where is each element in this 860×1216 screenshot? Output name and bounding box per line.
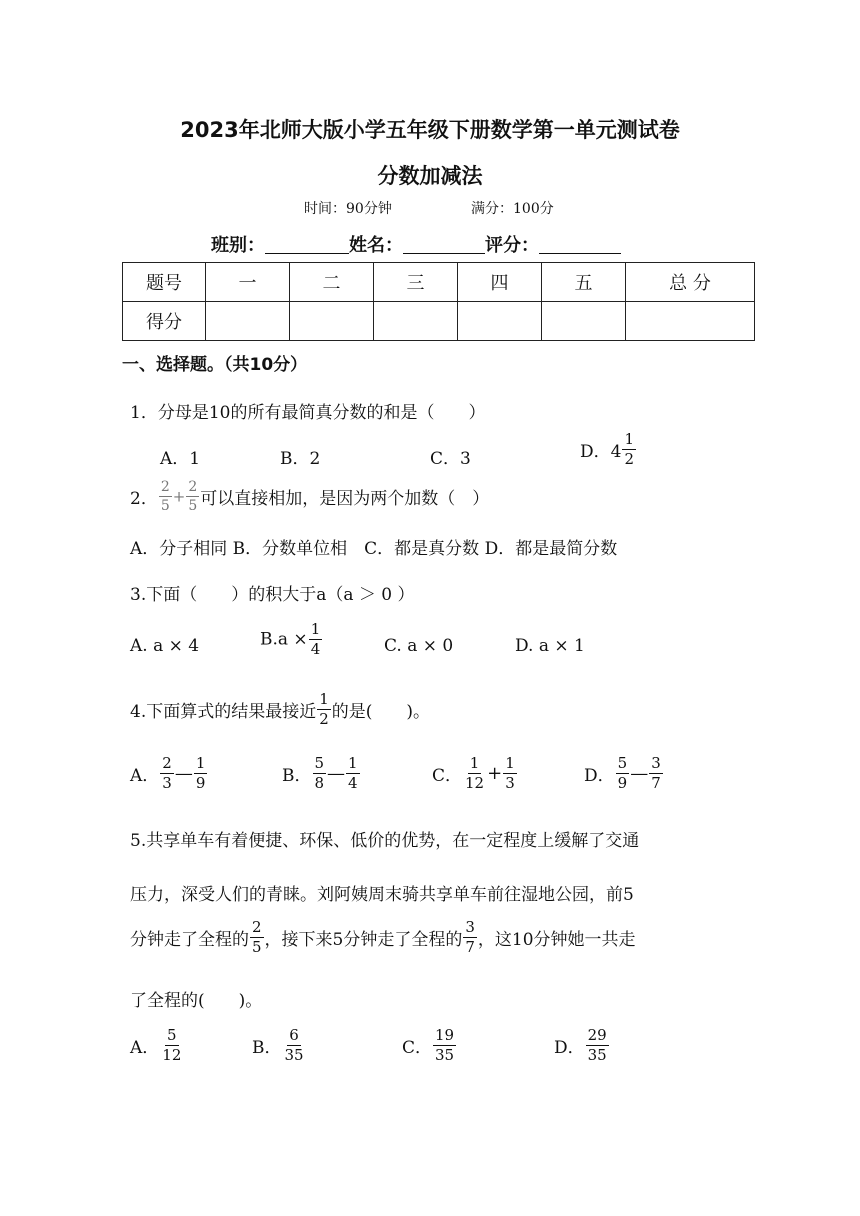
denominator: 5 <box>252 938 262 956</box>
q4-option-a <box>130 756 208 791</box>
q3-option-b <box>260 622 323 657</box>
score-blank[interactable] <box>539 235 621 254</box>
q4-option-c <box>432 756 518 791</box>
q5-option-c <box>402 1028 457 1063</box>
fraction <box>649 756 663 791</box>
question-2-stem <box>130 480 489 513</box>
numerator: 2 <box>162 754 172 772</box>
q4-option-d <box>584 756 664 791</box>
denominator: 5 <box>188 498 198 514</box>
q4-suffix: 的是( )。 <box>331 702 431 722</box>
fraction <box>186 480 199 513</box>
q3-option-d: D. a × 1 <box>515 636 585 656</box>
q1-option-d <box>580 432 637 467</box>
fraction <box>250 920 264 955</box>
fraction <box>503 756 517 791</box>
exam-full-score: 满分：100分 <box>471 201 554 217</box>
numerator: 5 <box>617 754 628 772</box>
denominator: 12 <box>162 1046 182 1064</box>
option-label: B． <box>282 766 312 786</box>
table-cell: 题号 <box>123 263 206 302</box>
q4-option-b <box>282 756 361 791</box>
denominator: 12 <box>465 774 485 792</box>
operator: — <box>327 763 346 784</box>
question-1-stem: 1．分母是10的所有最简真分数的和是（ ） <box>130 403 486 423</box>
score-table-header-row <box>123 263 755 302</box>
denominator: 7 <box>651 774 661 792</box>
denominator: 9 <box>617 774 628 792</box>
question-5-line-4: 了全程的( )。 <box>130 991 263 1011</box>
question-4-stem <box>130 692 430 727</box>
numerator: 6 <box>289 1026 299 1044</box>
table-cell: 得分 <box>123 302 206 341</box>
score-cell[interactable] <box>290 302 374 341</box>
numerator: 3 <box>465 918 475 936</box>
denominator: 3 <box>162 774 172 792</box>
class-blank[interactable] <box>265 235 349 254</box>
numerator: 19 <box>435 1026 455 1044</box>
table-cell: 四 <box>458 263 542 302</box>
fraction <box>616 756 630 791</box>
denominator: 35 <box>587 1046 607 1064</box>
fraction <box>346 756 360 791</box>
score-cell[interactable] <box>206 302 290 341</box>
fraction <box>463 756 486 791</box>
q1-option-b: B．2 <box>280 449 321 469</box>
student-info-fields <box>211 231 621 257</box>
fraction <box>586 1028 609 1063</box>
denominator: 3 <box>505 774 515 792</box>
option-label: B． <box>252 1038 282 1058</box>
option-label: D． <box>584 766 615 786</box>
q1-option-a: A．1 <box>160 449 201 469</box>
score-cell[interactable] <box>626 302 755 341</box>
fraction <box>159 480 172 513</box>
fraction <box>283 1028 306 1063</box>
table-cell: 五 <box>542 263 626 302</box>
score-cell[interactable] <box>542 302 626 341</box>
q2-number: 2． <box>130 489 158 509</box>
denominator: 9 <box>195 774 206 792</box>
numerator: 1 <box>195 754 206 772</box>
option-label: A． <box>130 1038 160 1058</box>
exam-time: 时间：90分钟 <box>304 201 392 217</box>
numerator: 1 <box>505 754 515 772</box>
denominator: 35 <box>284 1046 304 1064</box>
denominator: 4 <box>348 774 358 792</box>
score-cell[interactable] <box>374 302 458 341</box>
fraction <box>463 920 477 955</box>
option-label: D． <box>554 1038 585 1058</box>
operator: — <box>174 763 193 784</box>
class-label: 班别： <box>211 235 265 256</box>
question-5-line-1: 5.共享单车有着便捷、环保、低价的优势，在一定程度上缓解了交通 <box>130 831 640 851</box>
table-cell: 二 <box>290 263 374 302</box>
option-label: A． <box>130 766 160 786</box>
q1-d-prefix: D．4 <box>580 442 622 462</box>
question-5-line-3 <box>130 920 636 955</box>
fraction <box>622 432 636 467</box>
operator: + <box>487 763 503 784</box>
table-cell: 总 分 <box>626 263 755 302</box>
page-title: 2023年北师大版小学五年级下册数学第一单元测试卷 <box>180 118 680 142</box>
q5-option-a <box>130 1028 184 1063</box>
numerator: 2 <box>252 918 262 936</box>
q3-b-prefix: B.a × <box>260 629 308 650</box>
option-label: C． <box>402 1038 433 1058</box>
q5-option-b <box>252 1028 307 1063</box>
denominator: 7 <box>465 938 475 956</box>
table-cell: 三 <box>374 263 458 302</box>
fraction <box>194 756 208 791</box>
numerator: 1 <box>348 754 358 772</box>
fraction <box>160 1028 183 1063</box>
fraction <box>160 756 174 791</box>
denominator: 5 <box>160 498 170 514</box>
fraction <box>317 692 331 727</box>
numerator: 2 <box>160 479 170 495</box>
question-3-stem: 3.下面（ ）的积大于a（a ＞ 0 ） <box>130 585 415 605</box>
q4-prefix: 4.下面算式的结果最接近 <box>130 702 317 722</box>
numerator: 2 <box>188 479 198 495</box>
q2-options: A．分子相同 B．分数单位相 C．都是真分数 D．都是最简分数 <box>130 539 618 559</box>
numerator: 1 <box>469 754 480 772</box>
denominator: 8 <box>314 774 325 792</box>
section-heading: 一、选择题。（共10分） <box>122 355 308 375</box>
q3-option-a: A. a × 4 <box>130 636 200 656</box>
page-subtitle: 分数加减法 <box>377 164 483 188</box>
denominator: 35 <box>435 1046 455 1064</box>
q5-text: ，这10分钟她一共走 <box>477 930 636 950</box>
q1-option-c: C．3 <box>430 449 471 469</box>
table-cell: 一 <box>206 263 290 302</box>
denominator: 4 <box>310 640 321 658</box>
operator: — <box>630 763 649 784</box>
score-label: 评分： <box>485 235 539 256</box>
q5-text: ，接下来5分钟走了全程的 <box>264 930 463 950</box>
option-label: C． <box>432 766 463 786</box>
score-table <box>122 262 755 341</box>
numerator: 1 <box>319 690 329 708</box>
fraction <box>309 622 323 657</box>
score-cell[interactable] <box>458 302 542 341</box>
question-5-line-2: 压力，深受人们的青睐。刘阿姨周末骑共享单车前往湿地公园，前5 <box>130 885 634 905</box>
numerator: 5 <box>167 1026 177 1044</box>
numerator: 29 <box>587 1026 607 1044</box>
plus-sign: + <box>172 487 186 506</box>
fraction <box>313 756 327 791</box>
q3-option-c: C. a × 0 <box>384 636 454 656</box>
q5-option-d <box>554 1028 610 1063</box>
denominator: 2 <box>319 710 329 728</box>
name-label: 姓名： <box>349 235 403 256</box>
numerator: 5 <box>314 754 325 772</box>
score-table-score-row <box>123 302 755 341</box>
fraction <box>433 1028 456 1063</box>
name-blank[interactable] <box>403 235 485 254</box>
numerator: 3 <box>651 754 661 772</box>
q5-text: 分钟走了全程的 <box>130 930 249 950</box>
numerator: 1 <box>310 620 321 638</box>
q2-rest: 可以直接相加，是因为两个加数（ ） <box>200 489 490 509</box>
denominator: 2 <box>624 450 634 468</box>
numerator: 1 <box>624 430 634 448</box>
